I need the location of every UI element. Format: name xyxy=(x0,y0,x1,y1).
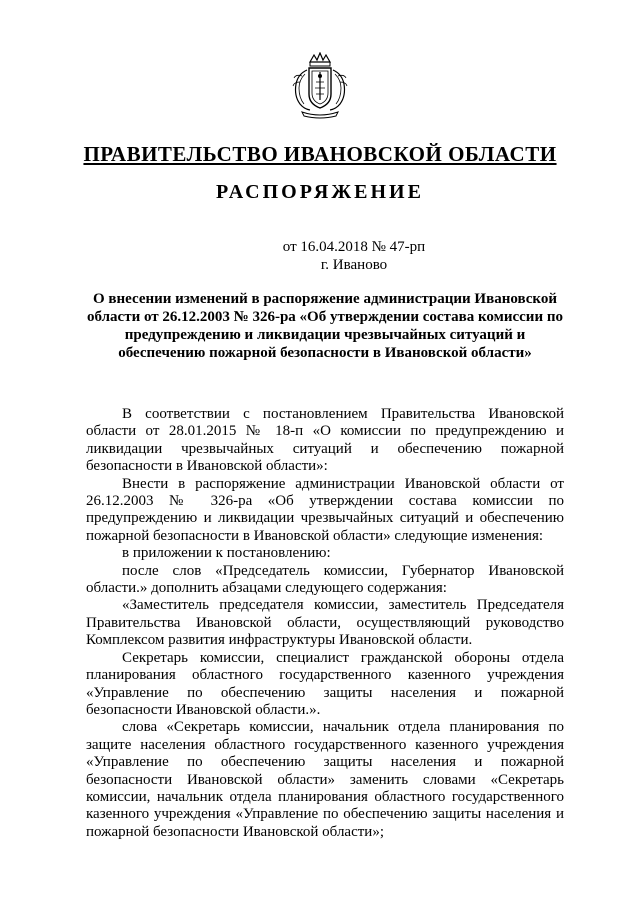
coat-of-arms-icon xyxy=(290,52,350,120)
government-title: ПРАВИТЕЛЬСТВО ИВАНОВСКОЙ ОБЛАСТИ xyxy=(83,142,557,166)
document-type: РАСПОРЯЖЕНИЕ xyxy=(216,181,424,203)
document-body xyxy=(86,406,564,841)
paragraph: после слов «Председатель комиссии, Губернатор Ивановской области.» дополнить абзацами следующего содержания: xyxy=(86,562,564,597)
city: г. Иваново xyxy=(320,257,388,273)
paragraph: Внести в распоряжение администрации Ивановской области от 26.12.2003 № 326-ра «Об утверждении состава комиссии по предупреждению и ликвидации чрезвычайных ситуаций и обеспечению пожарной безопасности в Ивановской области» следующие изменения: xyxy=(86,475,564,544)
paragraph: В соответствии с постановлением Правительства Ивановской области от 28.01.2015 № 18-п «О комиссии по предупреждению и ликвидации чрезвычайных ситуаций и обеспечению пожарной безопасности в Ивановской области»: xyxy=(86,406,564,475)
document-subject: О внесении изменений в распоряжение администрации Ивановской области от 26.12.2003 № 326-ра «Об утверждении состава комиссии по предупреждению и ликвидации чрезвычайных ситуаций и обеспечению пожарной безопасности в Ивановской области» xyxy=(87,291,563,361)
paragraph: Секретарь комиссии, специалист гражданской обороны отдела планирования областного государственного казенного учреждения «Управление по обеспечению защиты населения и пожарной безопасности Ивановской области.». xyxy=(86,649,564,718)
paragraph: «Заместитель председателя комиссии, заместитель Председателя Правительства Ивановской области, осуществляющий руководство Комплексом развития инфраструктуры Ивановской области. xyxy=(86,597,564,649)
document-meta xyxy=(0,238,640,274)
paragraph: слова «Секретарь комиссии, начальник отдела планирования по защите населения областного государственного казенного учреждения «Управление по обеспечению защиты населения и пожарной безопасности Ивановской области» заменить словами «Секретарь комиссии, начальник отдела планирования областного государственного казенного учреждения «Управление по обеспечению защиты населения и пожарной безопасности Ивановской области»; xyxy=(86,719,564,840)
date-number: от 16.04.2018 № 47-рп xyxy=(282,239,426,255)
paragraph: в приложении к постановлению: xyxy=(122,545,331,562)
